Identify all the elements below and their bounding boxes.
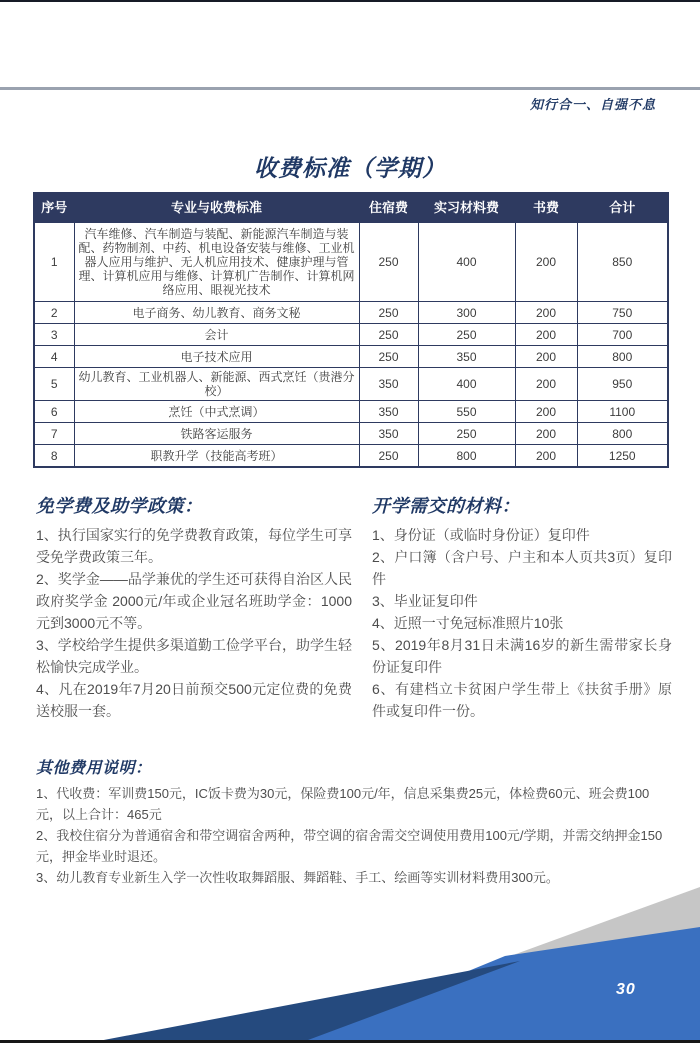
other-fees-item: 3、幼儿教育专业新生入学一次性收取舞蹈服、舞蹈鞋、手工、绘画等实训材料费用300元。 bbox=[36, 870, 559, 885]
tuition-free-policy-section bbox=[36, 492, 352, 722]
cell-book: 200 bbox=[515, 401, 577, 423]
cell-material: 800 bbox=[418, 445, 515, 468]
top-page-edge bbox=[0, 0, 700, 2]
col-header-major: 专业与收费标准 bbox=[74, 193, 359, 223]
page-title: 收费标准（学期） bbox=[254, 155, 446, 181]
cell-major: 电子技术应用 bbox=[74, 346, 359, 368]
materials-item: 2、户口簿（含户号、户主和本人页共3页）复印件 bbox=[372, 549, 672, 587]
table-header-row bbox=[34, 193, 668, 223]
blue-triangle bbox=[293, 927, 700, 1043]
materials-section-items bbox=[372, 524, 672, 722]
fee-schedule-table bbox=[33, 192, 669, 468]
policy-section-heading: 免学费及助学政策： bbox=[36, 496, 203, 516]
cell-major: 幼儿教育、工业机器人、新能源、西式烹饪（贵港分校） bbox=[74, 368, 359, 401]
cell-material: 300 bbox=[418, 302, 515, 324]
cell-book: 200 bbox=[515, 423, 577, 445]
cell-material: 250 bbox=[418, 324, 515, 346]
table-row bbox=[34, 223, 668, 302]
table-row bbox=[34, 346, 668, 368]
cell-no: 3 bbox=[34, 324, 74, 346]
col-header-material: 实习材料费 bbox=[418, 193, 515, 223]
header-divider-line bbox=[0, 87, 700, 90]
cell-book: 200 bbox=[515, 223, 577, 302]
col-header-no: 序号 bbox=[34, 193, 74, 223]
table-row bbox=[34, 401, 668, 423]
cell-lodging: 350 bbox=[359, 401, 418, 423]
cell-book: 200 bbox=[515, 368, 577, 401]
col-header-lodging: 住宿费 bbox=[359, 193, 418, 223]
cell-total: 700 bbox=[577, 324, 668, 346]
cell-material: 550 bbox=[418, 401, 515, 423]
policy-item: 3、学校给学生提供多渠道勤工俭学平台，助学生轻松愉快完成学业。 bbox=[36, 637, 352, 675]
policy-item: 4、凡在2019年7月20日前预交500元定位费的免费送校服一套。 bbox=[36, 681, 352, 719]
table-row bbox=[34, 324, 668, 346]
cell-lodging: 250 bbox=[359, 445, 418, 468]
school-motto-calligraphy: 知行合一、自强不息 bbox=[529, 98, 656, 113]
cell-major: 铁路客运服务 bbox=[74, 423, 359, 445]
footer-decoration-triangles bbox=[0, 880, 700, 1043]
cell-material: 400 bbox=[418, 223, 515, 302]
other-fees-item: 2、我校住宿分为普通宿舍和带空调宿舍两种，带空调的宿舍需交空调使用费用100元/学期，并需交纳押金150元，押金毕业时退还。 bbox=[36, 828, 663, 864]
policy-item: 1、执行国家实行的免学费教育政策，每位学生可享受免学费政策三年。 bbox=[36, 527, 352, 565]
cell-lodging: 350 bbox=[359, 423, 418, 445]
materials-item: 6、有建档立卡贫困户学生带上《扶贫手册》原件或复印件一份。 bbox=[372, 681, 672, 719]
cell-no: 1 bbox=[34, 223, 74, 302]
table-row bbox=[34, 445, 668, 468]
enrollment-materials-section bbox=[372, 492, 672, 722]
cell-total: 1250 bbox=[577, 445, 668, 468]
other-fees-section bbox=[36, 755, 668, 888]
cell-no: 5 bbox=[34, 368, 74, 401]
materials-item: 1、身份证（或临时身份证）复印件 bbox=[372, 527, 590, 543]
cell-lodging: 250 bbox=[359, 302, 418, 324]
other-fees-items bbox=[36, 783, 668, 888]
policy-item: 2、奖学金——品学兼优的学生还可获得自治区人民政府奖学金 2000元/年或企业冠名班助学金：1000元到3000元不等。 bbox=[36, 571, 352, 631]
cell-lodging: 250 bbox=[359, 324, 418, 346]
table-row bbox=[34, 302, 668, 324]
col-header-total: 合计 bbox=[577, 193, 668, 223]
cell-major: 烹饪（中式烹调） bbox=[74, 401, 359, 423]
page-number: 30 bbox=[616, 981, 636, 998]
cell-total: 950 bbox=[577, 368, 668, 401]
table-row bbox=[34, 423, 668, 445]
table-row bbox=[34, 368, 668, 401]
cell-major: 电子商务、幼儿教育、商务文秘 bbox=[74, 302, 359, 324]
policy-section-items bbox=[36, 524, 352, 722]
cell-no: 4 bbox=[34, 346, 74, 368]
col-header-book: 书费 bbox=[515, 193, 577, 223]
cell-total: 1100 bbox=[577, 401, 668, 423]
cell-material: 400 bbox=[418, 368, 515, 401]
cell-no: 6 bbox=[34, 401, 74, 423]
cell-total: 800 bbox=[577, 423, 668, 445]
cell-major: 汽车维修、汽车制造与装配、新能源汽车制造与装配、药物制剂、中药、机电设备安装与维修、工业机器人应用与维护、无人机应用技术、健康护理与管理、计算机应用与维修、计算机广告制作、计算机网络应用、眼视光技术 bbox=[74, 223, 359, 302]
cell-book: 200 bbox=[515, 302, 577, 324]
cell-book: 200 bbox=[515, 346, 577, 368]
cell-no: 7 bbox=[34, 423, 74, 445]
materials-item: 4、近照一寸免冠标准照片10张 bbox=[372, 615, 564, 631]
cell-book: 200 bbox=[515, 445, 577, 468]
materials-section-heading: 开学需交的材料： bbox=[372, 496, 520, 516]
cell-material: 350 bbox=[418, 346, 515, 368]
cell-lodging: 350 bbox=[359, 368, 418, 401]
cell-major: 职教升学（技能高考班） bbox=[74, 445, 359, 468]
cell-major: 会计 bbox=[74, 324, 359, 346]
other-fees-item: 1、代收费：军训费150元，IC饭卡费为30元，保险费100元/年，信息采集费25元，体检费60元、班会费100元，以上合计：465元 bbox=[36, 786, 650, 822]
materials-item: 3、毕业证复印件 bbox=[372, 593, 478, 609]
cell-lodging: 250 bbox=[359, 223, 418, 302]
cell-no: 8 bbox=[34, 445, 74, 468]
cell-total: 850 bbox=[577, 223, 668, 302]
cell-total: 800 bbox=[577, 346, 668, 368]
materials-item: 5、2019年8月31日未满16岁的新生需带家长身份证复印件 bbox=[372, 637, 672, 675]
cell-no: 2 bbox=[34, 302, 74, 324]
cell-book: 200 bbox=[515, 324, 577, 346]
cell-lodging: 250 bbox=[359, 346, 418, 368]
other-fees-heading: 其他费用说明： bbox=[36, 760, 152, 777]
cell-total: 750 bbox=[577, 302, 668, 324]
cell-material: 250 bbox=[418, 423, 515, 445]
